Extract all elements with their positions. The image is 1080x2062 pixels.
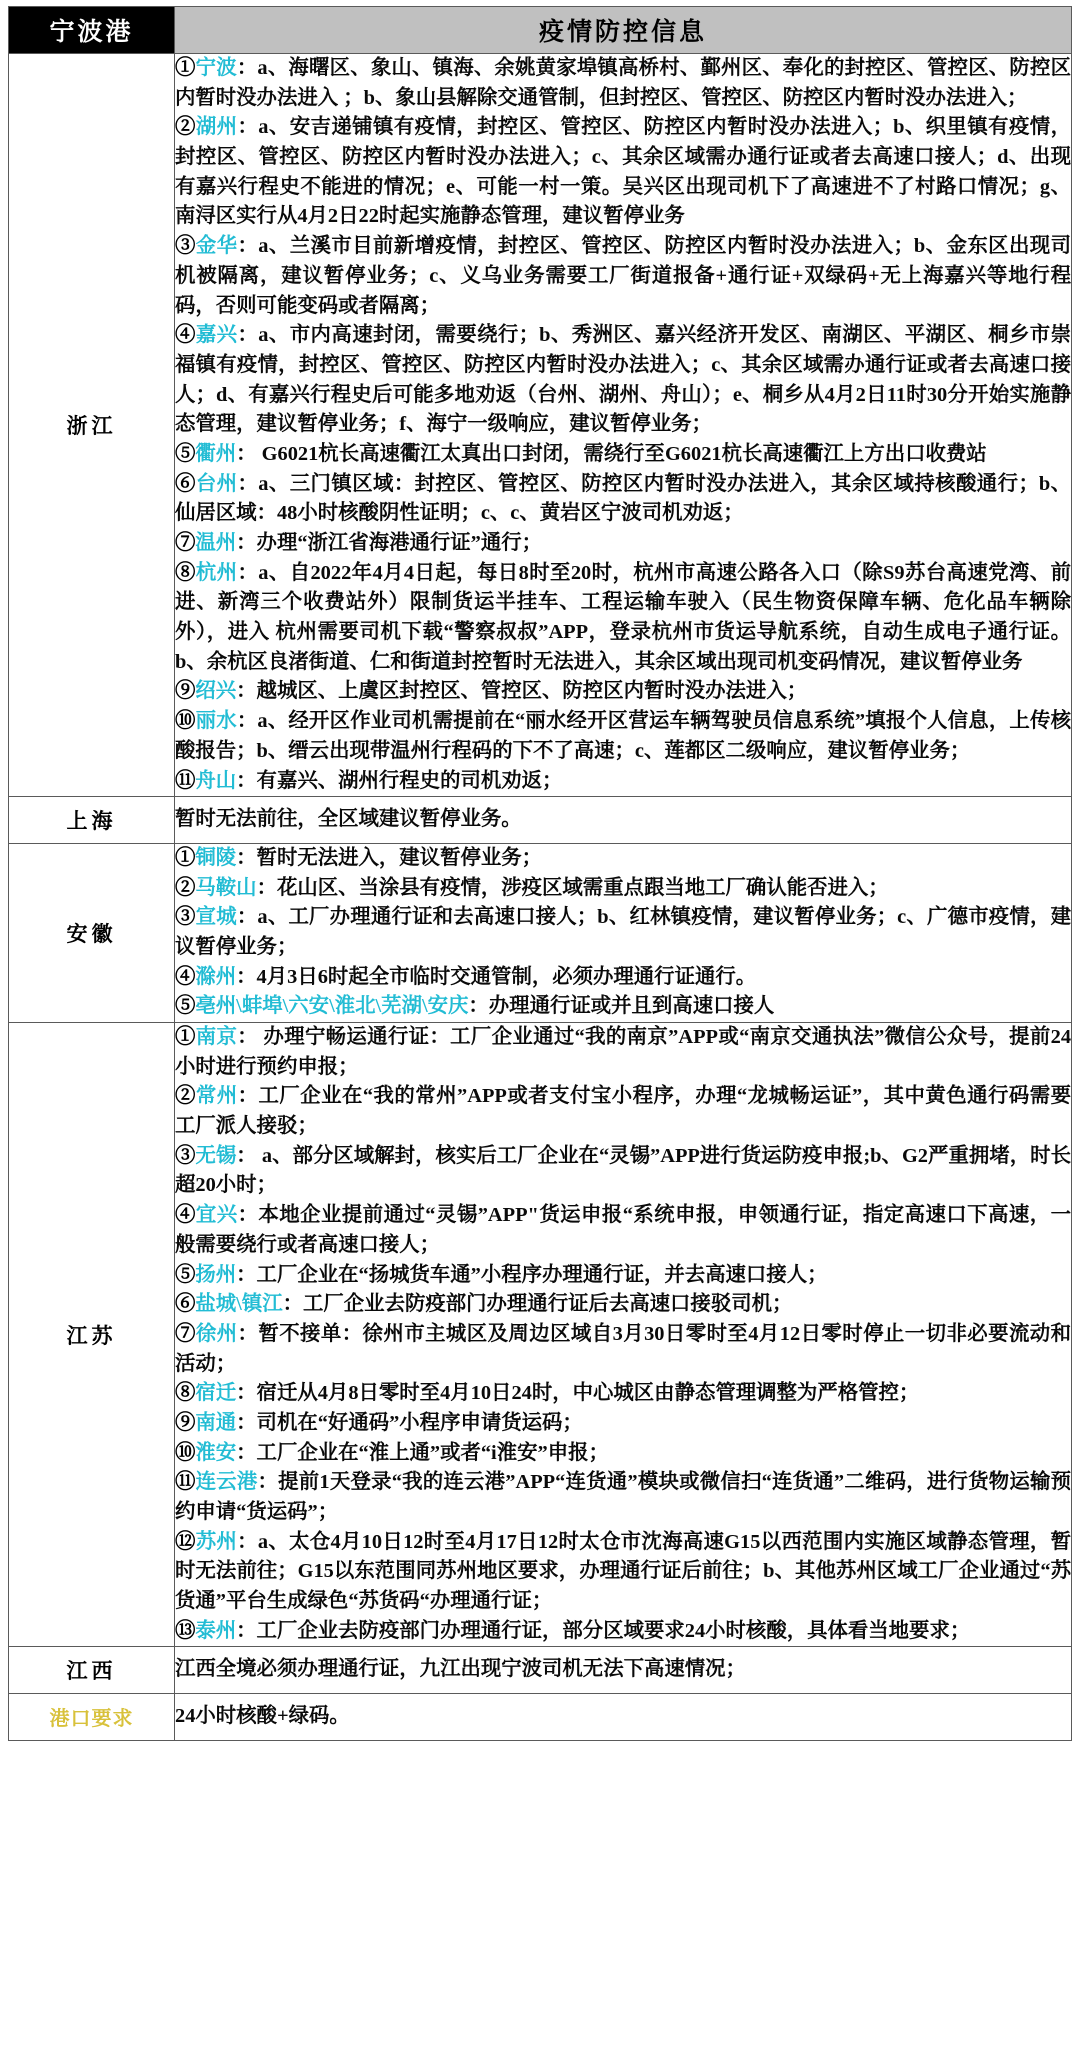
city-notice-item	[175, 1379, 1071, 1409]
city-name: 衢州	[195, 442, 237, 465]
city-notice-text: ：暂不接单：徐州市主城区及周边区域自3月30日零时至4月12日零时停止一切非必要流动和活动；	[175, 1322, 1072, 1375]
province-content-cell	[175, 54, 1072, 797]
notice-text: 暂时无法前往，全区域建议暂停业务。	[175, 808, 522, 831]
table-row	[9, 54, 1072, 797]
city-notice-item	[175, 1023, 1071, 1082]
city-notice-text: ：花山区、当涂县有疫情，涉疫区域需重点跟当地工厂确认能否进入；	[256, 876, 889, 899]
city-notice-item	[175, 113, 1071, 232]
item-number: ⑤	[175, 995, 196, 1018]
city-name: 淮安	[195, 1441, 237, 1464]
city-name: 宣城	[195, 906, 237, 929]
province-label: 安徽	[9, 843, 175, 1022]
item-number: ③	[175, 235, 196, 258]
table-row	[9, 797, 1072, 844]
city-name: 南京	[195, 1026, 238, 1048]
city-name: 舟山	[195, 769, 237, 792]
item-number: ④	[175, 1204, 196, 1227]
port-name-header: 宁波港	[9, 7, 175, 54]
city-notice-item	[175, 1320, 1071, 1379]
city-notice-text: ：工厂企业在“扬城货车通”小程序办理通行证，并去高速口接人；	[236, 1263, 828, 1286]
item-number: ⑧	[175, 561, 196, 584]
city-notice-text: ：暂时无法进入，建议暂停业务；	[236, 846, 543, 869]
table-body	[9, 7, 1072, 54]
province-content-cell	[175, 1647, 1072, 1694]
item-number: ⑦	[175, 532, 196, 554]
city-notice-text: ： 办理宁畅运通行证：工厂企业通过“我的南京”APP或“南京交通执法”微信公众号，提前24小时进行预约申报；	[175, 1026, 1072, 1078]
city-name: 宿迁	[195, 1382, 237, 1405]
city-name: 苏州	[195, 1530, 238, 1553]
item-number: ⑧	[175, 1382, 196, 1405]
city-notice-text: ：有嘉兴、湖州行程史的司机劝返；	[236, 769, 563, 792]
city-notice-text: ：宿迁从4月8日零时至4月10日24时，中心城区由静态管理调整为严格管控；	[236, 1382, 920, 1405]
city-name: 金华	[195, 235, 238, 258]
item-number: ④	[175, 965, 196, 988]
city-notice-item	[175, 1261, 1071, 1291]
item-number: ①	[175, 846, 196, 869]
city-notice-item	[175, 1468, 1071, 1527]
item-number: ⑥	[175, 472, 196, 495]
table-header-row	[9, 7, 1072, 54]
province-content-cell	[175, 1694, 1072, 1741]
item-number: ③	[175, 906, 196, 929]
item-number: ⑨	[175, 1411, 196, 1434]
city-notice-item	[175, 470, 1071, 529]
city-notice-item	[175, 707, 1071, 766]
item-number: ⑪	[175, 1471, 196, 1494]
item-number: ⑥	[175, 1293, 196, 1316]
city-notice-item	[175, 963, 1071, 993]
table-row	[9, 1694, 1072, 1741]
city-name: 绍兴	[195, 680, 237, 703]
province-label: 港口要求	[9, 1694, 175, 1741]
city-notice-text: ：a、三门镇区域：封控区、管控区、防控区内暂时没办法进入，其余区域持核酸通行；b、仙居区域：48小时核酸阴性证明；c、c、黄岩区宁波司机劝返；	[175, 472, 1071, 525]
province-rows	[9, 54, 1072, 1741]
table-row	[9, 843, 1072, 1022]
city-name: 连云港	[195, 1471, 258, 1494]
item-number: ⑫	[175, 1530, 196, 1553]
info-title-header: 疫情防控信息	[175, 7, 1072, 54]
province-label: 江西	[9, 1647, 175, 1694]
item-number: ①	[175, 1026, 196, 1048]
city-notice-item	[175, 1082, 1071, 1141]
item-number: ⑩	[175, 1441, 196, 1464]
city-notice-text: ：a、海曙区、象山、镇海、余姚黄家埠镇高桥村、鄞州区、奉化的封控区、管控区、防控区内暂时没办法进入 ；b、象山县解除交通管制，但封控区、管控区、防控区内暂时没办法进入；	[175, 57, 1072, 109]
city-notice-item	[175, 903, 1071, 962]
city-name: 铜陵	[195, 846, 237, 869]
city-notice-text: ：a、经开区作业司机需提前在“丽水经开区营运车辆驾驶员信息系统”填报个人信息，上传核酸报告；b、缙云出现带温州行程码的下不了高速；c、莲都区二级响应，建议暂停业务；	[175, 710, 1072, 762]
province-label: 江苏	[9, 1023, 175, 1647]
city-notice-text: ：越城区、上虞区封控区、管控区、防控区内暂时没办法进入；	[236, 680, 808, 703]
city-notice-item	[175, 844, 1071, 874]
city-name: 马鞍山	[195, 876, 257, 899]
city-notice-item	[175, 677, 1071, 707]
province-label: 浙江	[9, 54, 175, 797]
epidemic-control-info-table	[8, 6, 1072, 1741]
city-name: 南通	[195, 1411, 237, 1434]
city-notice-item	[175, 1290, 1071, 1320]
item-number: ⑤	[175, 442, 196, 465]
item-number: ⑬	[175, 1619, 196, 1642]
city-notice-item	[175, 1409, 1071, 1439]
city-name: 徐州	[195, 1322, 238, 1345]
city-name: 台州	[195, 472, 238, 495]
city-notice-text: ：a、兰溪市目前新增疫情，封控区、管控区、防控区内暂时没办法进入；b、金东区出现司机被隔离，建议暂停业务；c、义乌业务需要工厂街道报备+通行证+双绿码+无上海嘉兴等地行程码，否则可能变码或者隔离；	[175, 235, 1071, 317]
city-name: 丽水	[195, 710, 237, 733]
city-notice-item	[175, 559, 1071, 678]
province-content-cell	[175, 797, 1072, 844]
city-notice-item	[175, 1617, 1071, 1647]
city-notice-text: ： a、部分区域解封，核实后工厂企业在“灵锡”APP进行货运防疫申报;b、G2严重拥堵，时长超20小时；	[175, 1144, 1071, 1197]
city-notice-text: ：4月3日6时起全市临时交通管制，必须办理通行证通行。	[236, 965, 757, 988]
city-notice-text: ：办理通行证或并且到高速口接人	[468, 995, 775, 1018]
city-name: 无锡	[195, 1144, 237, 1167]
item-number: ①	[175, 57, 196, 79]
city-notice-item	[175, 1528, 1071, 1617]
city-notice-text: ：工厂企业在“我的常州”APP或者支付宝小程序，办理“龙城畅运证”，其中黄色通行码需要工厂派人接驳；	[175, 1085, 1071, 1138]
city-name: 泰州	[195, 1619, 237, 1642]
item-number: ②	[175, 116, 196, 139]
city-name: 温州	[195, 532, 237, 554]
city-notice-text: ：a、安吉递铺镇有疫情，封控区、管控区、防控区内暂时没办法进入；b、织里镇有疫情，封控区、管控区、防控区内暂时没办法进入；c、其余区域需办通行证或者去高速口接人；d、出现有嘉兴行程史不能进的情况；e、可能一村一策。吴兴区出现司机下了高速进不了村路口情况；g、南浔区实行从4月2日22时起实施静态管理，建议暂停业务	[175, 116, 1071, 228]
item-number: ③	[175, 1144, 196, 1167]
city-name: 扬州	[195, 1263, 237, 1286]
city-notice-item	[175, 874, 1071, 904]
item-number: ⑤	[175, 1263, 196, 1286]
city-notice-item	[175, 321, 1071, 440]
city-notice-item	[175, 1142, 1071, 1201]
city-notice-text: ： G6021杭长高速衢江太真出口封闭，需绕行至G6021杭长高速衢江上方出口收费站	[236, 442, 987, 465]
item-number: ⑨	[175, 680, 196, 703]
city-notice-text: ：办理“浙江省海港通行证”通行；	[236, 532, 543, 554]
city-notice-item	[175, 992, 1071, 1022]
province-label: 上海	[9, 797, 175, 844]
city-notice-text: ：a、市内高速封闭，需要绕行；b、秀洲区、嘉兴经济开发区、南湖区、平湖区、桐乡市崇福镇有疫情，封控区、管控区、防控区内暂时没办法进入；c、其余区域需办通行证或者去高速口接人；d、有嘉兴行程史后可能多地劝返（台州、湖州、舟山）；e、桐乡从4月2日11时30分开始实施静态管理，建议暂停业务；f、海宁一级响应，建议暂停业务；	[175, 324, 1071, 436]
table-row	[9, 1647, 1072, 1694]
city-notice-text: ：提前1天登录“我的连云港”APP“连货通”模块或微信扫“连货通”二维码，进行货物运输预约申请“货运码”；	[175, 1471, 1072, 1523]
province-content-cell	[175, 843, 1072, 1022]
item-number: ⑪	[175, 769, 196, 792]
city-name: 嘉兴	[195, 324, 238, 347]
city-name: 宜兴	[195, 1204, 238, 1227]
item-number: ②	[175, 876, 196, 899]
city-name: 滁州	[195, 965, 237, 988]
city-notice-item	[175, 529, 1071, 559]
item-number: ②	[175, 1085, 196, 1108]
city-name: 杭州	[195, 561, 238, 584]
item-number: ⑩	[175, 710, 196, 733]
notice-text: 江西全境必须办理通行证，九江出现宁波司机无法下高速情况；	[175, 1658, 746, 1681]
city-notice-text: ：工厂企业去防疫部门办理通行证，部分区域要求24小时核酸，具体看当地要求；	[236, 1619, 971, 1642]
city-notice-item	[175, 1201, 1071, 1260]
city-notice-text: ：工厂企业在“淮上通”或者“i淮安”申报；	[236, 1441, 609, 1464]
city-name: 常州	[195, 1085, 238, 1108]
city-notice-text: ：本地企业提前通过“灵锡”APP"货运申报“系统申报，申领通行证，指定高速口下高速，一般需要绕行或者高速口接人；	[175, 1204, 1071, 1256]
item-number: ⑦	[175, 1322, 196, 1345]
notice-text: 24小时核酸+绿码。	[175, 1705, 350, 1728]
city-notice-text: ：a、工厂办理通行证和去高速口接人；b、红林镇疫情，建议暂停业务；c、广德市疫情，建议暂停业务；	[175, 906, 1072, 958]
city-notice-item	[175, 1439, 1071, 1469]
city-notice-text: ：司机在“好通码”小程序申请货运码；	[236, 1411, 583, 1434]
city-notice-text: ：a、太仓4月10日12时至4月17日12时太仓市沈海高速G15以西范围内实施区域静态管理，暂时无法前往；G15以东范围同苏州地区要求，办理通行证后前往；b、其他苏州区域工厂企业通过“苏货通”平台生成绿色“苏货码“办理通行证；	[175, 1530, 1072, 1613]
city-notice-text: ：a、自2022年4月4日起，每日8时至20时，杭州市高速公路各入口（除S9苏台高速党湾、前进、新湾三个收费站外）限制货运半挂车、工程运输车驶入（民生物资保障车辆、危化品车辆除外），进入 杭州需要司机下载“警察叔叔”APP，登录杭州市货运导航系统，自动生成电子通行证。b、余杭区良渚街道、仁和街道封控暂时无法进入，其余区域出现司机变码情况，建议暂停业务	[175, 561, 1071, 673]
city-notice-item	[175, 54, 1071, 113]
city-notice-item	[175, 232, 1071, 321]
item-number: ④	[175, 324, 196, 347]
province-content-cell	[175, 1023, 1072, 1647]
city-name: 湖州	[195, 116, 238, 139]
city-notice-item	[175, 440, 1071, 470]
city-notice-item	[175, 767, 1071, 797]
city-name: 盐城\镇江	[195, 1293, 283, 1316]
city-name: 亳州\蚌埠\六安\淮北\芜湖\安庆	[195, 995, 469, 1018]
table-row	[9, 1023, 1072, 1647]
city-name: 宁波	[195, 57, 237, 79]
city-notice-text: ：工厂企业去防疫部门办理通行证后去高速口接驳司机；	[282, 1293, 793, 1316]
